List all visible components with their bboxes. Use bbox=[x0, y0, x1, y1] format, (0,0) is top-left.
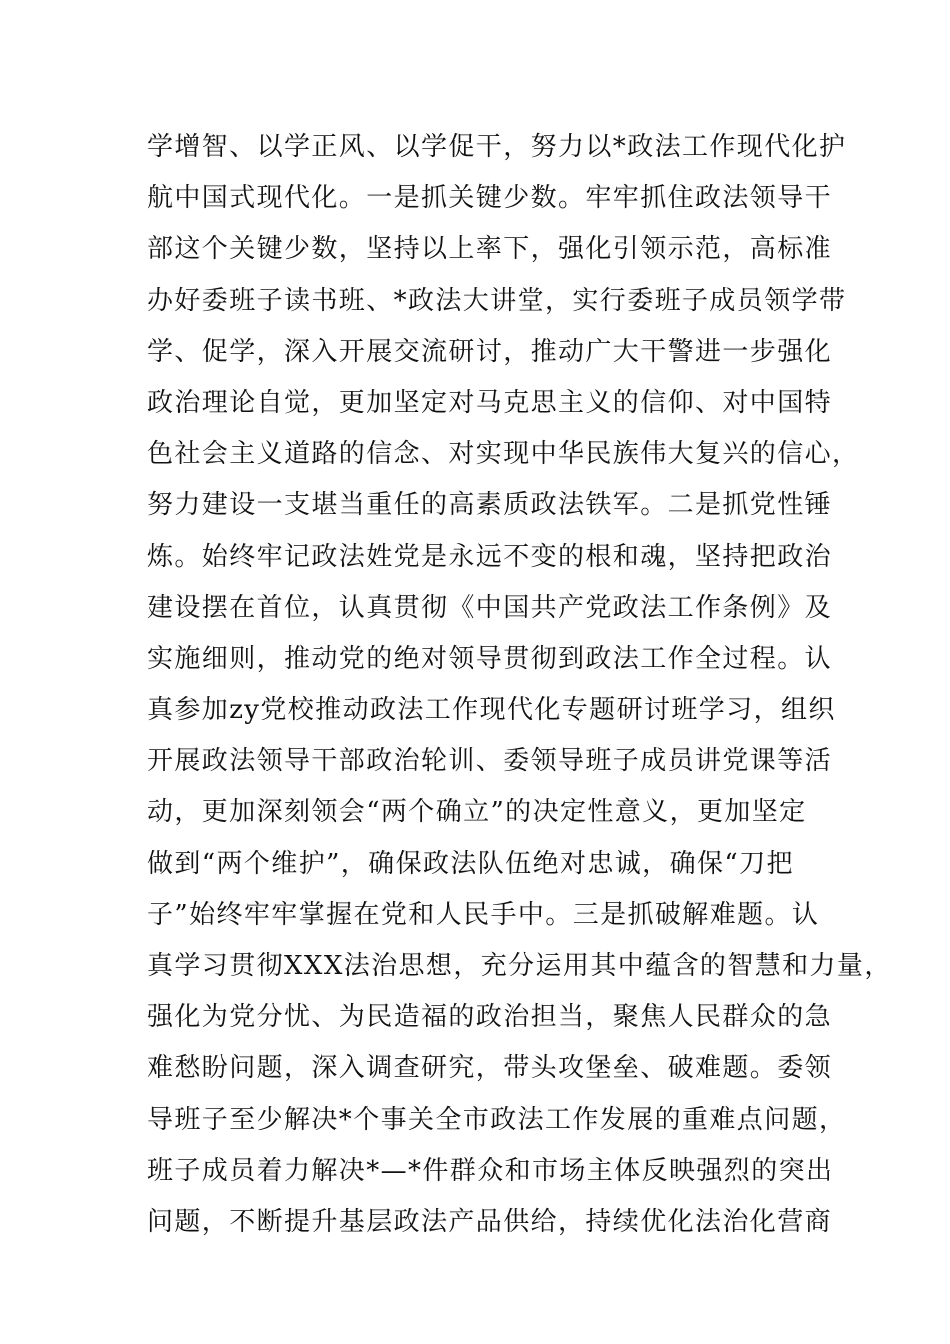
text-line: 做到“两个维护”，确保政法队伍绝对忠诚，确保“刀把 bbox=[147, 848, 794, 879]
text-line: 航中国式现代化。一是抓关键少数。牢牢抓住政法领导干 bbox=[147, 183, 833, 214]
text-line: 动，更加深刻领会“两个确立”的决定性意义，更加坚定 bbox=[147, 797, 807, 828]
text-line: 难愁盼问题，深入调查研究，带头攻堡垒、破难题。委领 bbox=[147, 1053, 833, 1084]
text-line: 班子成员着力解决*—*件群众和市场主体反映强烈的突出 bbox=[147, 1155, 834, 1186]
text-line: 学增智、以学正风、以学促干，努力以*政法工作现代化护 bbox=[147, 132, 847, 162]
text-line: 强化为党分忧、为民造福的政治担当，聚焦人民群众的急 bbox=[147, 1002, 833, 1033]
body-text bbox=[147, 122, 892, 1248]
text-line: 子”始终牢牢掌握在党和人民手中。三是抓破解难题。认 bbox=[147, 899, 820, 930]
text-line: 色社会主义道路的信念、对实现中华民族伟大复兴的信心， bbox=[147, 439, 860, 470]
text-line: 导班子至少解决*个事关全市政法工作发展的重难点问题， bbox=[147, 1104, 847, 1135]
text-line: 政治理论自觉，更加坚定对马克思主义的信仰、对中国特 bbox=[147, 387, 833, 418]
text-line: 开展政法领导干部政治轮训、委领导班子成员讲党课等活 bbox=[147, 746, 833, 777]
text-line: 部这个关键少数，坚持以上率下，强化引领示范，高标准 bbox=[147, 234, 833, 265]
text-line: 办好委班子读书班、*政法大讲堂，实行委班子成员领学带 bbox=[147, 285, 847, 316]
text-line: 建设摆在首位，认真贯彻《中国共产党政法工作条例》及 bbox=[147, 592, 833, 623]
text-line: 实施细则，推动党的绝对领导贯彻到政法工作全过程。认 bbox=[147, 643, 833, 674]
text-line: 问题，不断提升基层政法产品供给，持续优化法治化营商 bbox=[147, 1206, 833, 1237]
text-line: 炼。始终牢记政法姓党是永远不变的根和魂，坚持把政治 bbox=[147, 541, 833, 572]
text-line: 努力建设一支堪当重任的高素质政法铁军。二是抓党性锤 bbox=[147, 490, 833, 521]
text-line: 学、促学，深入开展交流研讨，推动广大干警进一步强化 bbox=[147, 336, 833, 367]
text-line: 真学习贯彻XXX法治思想，充分运用其中蕴含的智慧和力量， bbox=[147, 951, 892, 981]
text-line: 真参加zy党校推动政法工作现代化专题研讨班学习，组织 bbox=[147, 695, 836, 726]
